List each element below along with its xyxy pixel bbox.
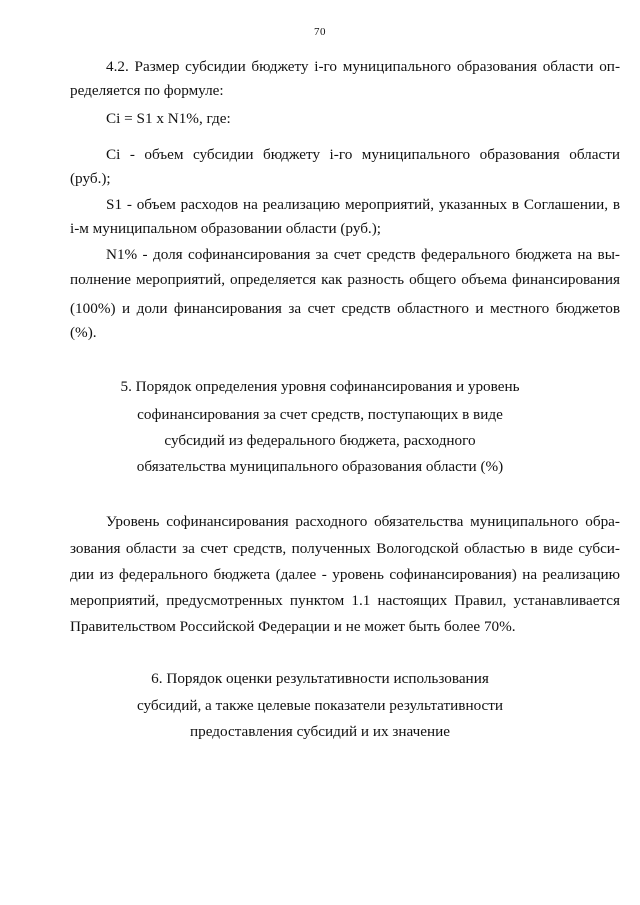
- formula: Ci = S1 х N1%, где:: [106, 110, 231, 127]
- ci-definition-line-2: (руб.);: [70, 170, 111, 187]
- section-5-body-line-3: дии из федерального бюджета (далее - уровень софинансирования) на реализацию: [70, 566, 620, 583]
- section-5-heading-line-1: 5. Порядок определения уровня софинансирования и уровень: [120, 378, 520, 395]
- section-6-heading-line-3: предоставления субсидий и их значение: [190, 723, 450, 740]
- section-5-heading-line-3: субсидий из федерального бюджета, расходного: [164, 432, 476, 449]
- n1-definition-line-1: N1% - доля софинансирования за счет средств федерального бюджета на вы-: [106, 246, 620, 263]
- page-number: 70: [314, 26, 326, 38]
- clause-4-2-line-2: ределяется по формуле:: [70, 82, 224, 99]
- section-5-body-line-2: зования области за счет средств, полученных Вологодской областью в виде субси-: [70, 540, 620, 557]
- section-6-heading-line-2: субсидий, а также целевые показатели результативности: [136, 697, 504, 714]
- n1-definition-line-2: полнение мероприятий, определяется как разность общего объема финансирования: [70, 271, 620, 288]
- n1-definition-line-3: (100%) и доли финансирования за счет средств областного и местного бюджетов: [70, 300, 620, 317]
- s1-definition-line-2: i-м муниципальном образовании области (руб.);: [70, 220, 382, 237]
- n1-definition-line-4: (%).: [70, 324, 97, 341]
- section-6-heading-line-1: 6. Порядок оценки результативности использования: [151, 670, 489, 687]
- section-5-body-line-4: мероприятий, предусмотренных пунктом 1.1 настоящих Правил, устанавливается: [70, 592, 620, 609]
- section-5-body-line-1: Уровень софинансирования расходного обязательства муниципального обра-: [106, 513, 620, 530]
- clause-4-2-line-1: 4.2. Размер субсидии бюджету i-го муниципального образования области оп-: [106, 58, 620, 75]
- ci-definition-line-1: Ci - объем субсидии бюджету i-го муниципального образования области: [106, 146, 620, 163]
- section-5-body-line-5: Правительством Российской Федерации и не может быть более 70%.: [70, 618, 516, 635]
- s1-definition-line-1: S1 - объем расходов на реализацию мероприятий, указанных в Соглашении, в: [106, 196, 620, 213]
- section-5-heading-line-2: софинансирования за счет средств, поступающих в виде: [137, 406, 503, 423]
- section-5-heading-line-4: обязательства муниципального образования области (%): [136, 458, 504, 475]
